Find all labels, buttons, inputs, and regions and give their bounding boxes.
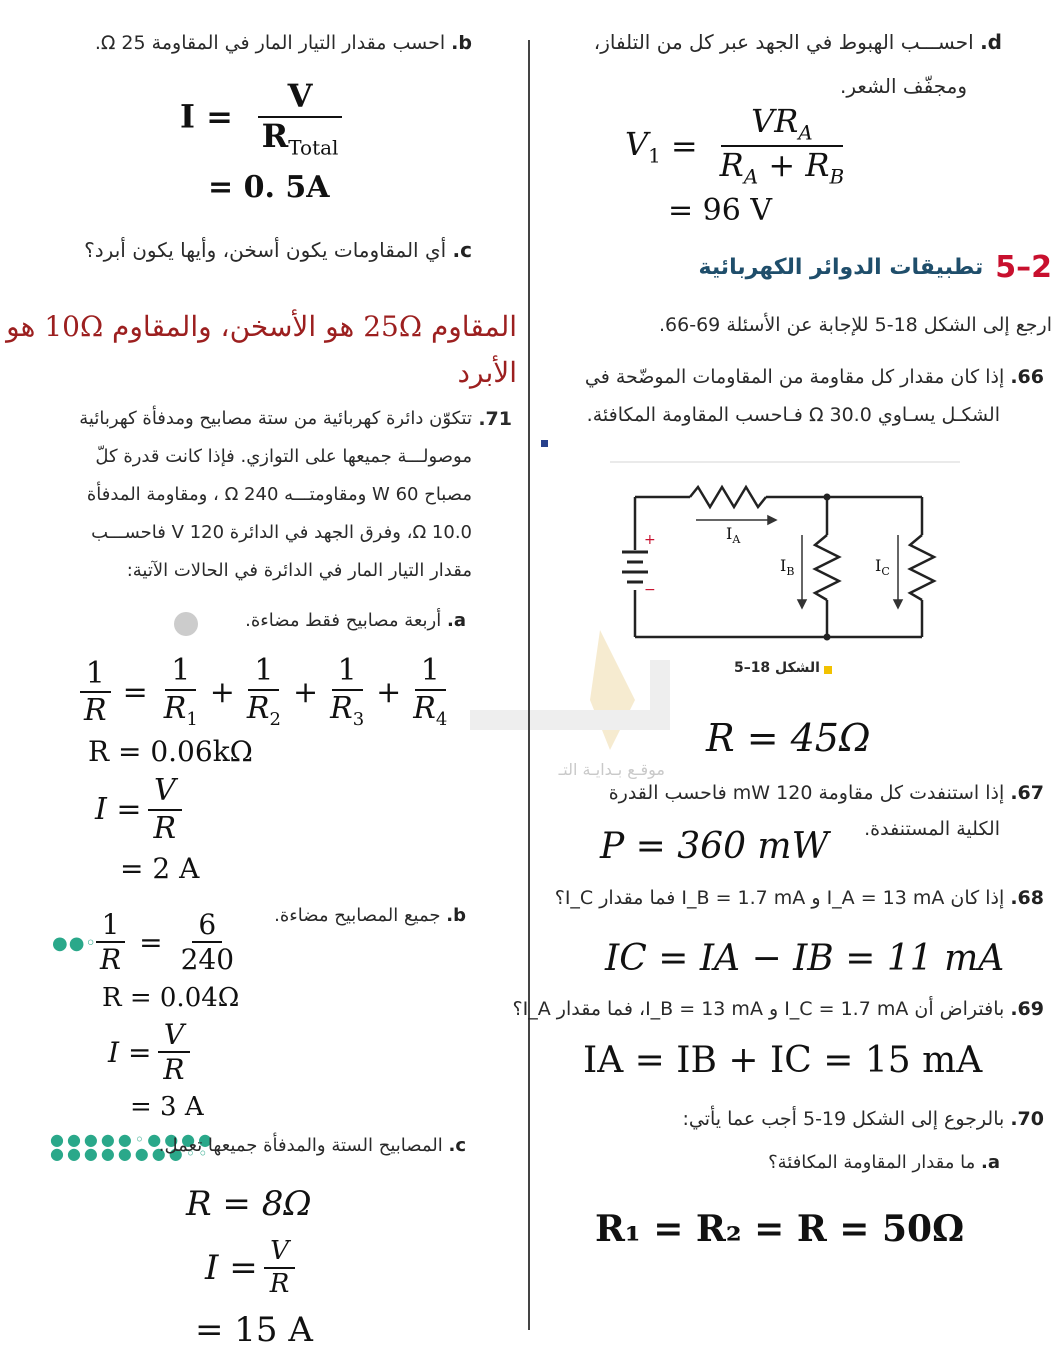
q71c-text: المصابيح الستة والمدفأة جميعها تعمل. [158,1135,443,1156]
eq: = [122,674,148,710]
q71c-I-result: = 15 A [195,1310,313,1350]
section-heading [698,250,1052,285]
r: R [246,690,270,726]
right-d-formula [625,102,856,189]
den-text: R [261,116,289,155]
q71b-I-result: = 3 A [130,1092,204,1122]
right-d-label: d. [980,30,1002,54]
n: V [148,775,182,811]
q69-answer: IA = IB + IC = 15 mA [583,1040,983,1081]
q67-num: 67. [1010,782,1044,804]
q71-line-4: مقدار التيار المار في الدائرة في الحالات الآتية: [126,560,472,581]
t: I [780,556,787,575]
frac-1R [94,910,127,975]
s: 4 [435,708,448,730]
caption-marker [824,666,832,674]
q69-text: بافتراض أن I_C = 1.7 mA و I_B = 13 mA، فما مقدار I_A؟ [512,998,1005,1020]
q71a [245,610,466,631]
left-c-text: أي المقاومات يكون أسخن، وأيها يكون أبرد؟ [84,238,447,262]
q71a-label: a. [447,610,466,631]
r: R [413,690,436,726]
label-IA [726,524,740,546]
left-c-answer-line1: المقاوم 25Ω هو الأسخن، والمقاوم 10Ω هو [6,310,517,343]
q68-question [555,887,1044,909]
s: 1 [186,708,198,730]
s: C [881,565,890,579]
q71c-label: c. [448,1135,466,1156]
q71-line-0: تتكوّن دائرة كهربائية من ستة مصابيح ومدفأة كهربائية [79,408,472,429]
q70-text: بالرجوع إلى الشكل 19-5 أجب عما يأتي: [682,1108,1005,1130]
t: P = 360 mW [600,826,829,867]
gray-dot [174,612,198,636]
q70a-label: a. [981,1152,1000,1173]
figure-top-rule [610,461,960,463]
figure-caption: الشكل 18–5 [733,660,820,676]
q69-question [513,998,1044,1020]
left-c-label: c. [452,238,472,262]
d [241,691,287,730]
column-divider [528,40,530,1330]
q66-line1 [585,366,1044,388]
t: R [805,146,830,185]
frac-lhs [78,655,113,729]
q71b-label: b. [446,905,466,926]
s: B [829,164,845,189]
frac-VR [157,1020,190,1085]
frac-r1 [158,655,204,729]
frac-r2 [241,655,287,729]
q67-answer [600,826,829,867]
plus: + [209,674,235,710]
v: V [625,125,649,164]
t: I [726,524,733,543]
ref-text: ارجع إلى الشكل 18-5 للإجابة عن الأسئلة 69-66. [659,314,1052,336]
q67-line2: الكلية المستنفدة. [864,818,1000,840]
q71-line-3: Ω 10.0، وفرق الجهد في الدائرة 120 V فاحســـب [91,522,472,543]
left-c-question [84,238,472,262]
q66-text1: إذا كان مقدار كل مقاومة من المقاومات الموضّحة في [584,366,1005,388]
r: R [330,690,353,726]
q70-answer: R₁ = R₂ = R = 50Ω [595,1208,965,1250]
section-title: تطبيقات الدوائر الكهربائية [698,255,984,280]
q66-answer: R = 45Ω [706,716,871,760]
q71-num: 71. [478,408,512,430]
q71a-R-result: R = 0.06kΩ [88,735,253,768]
d [714,147,851,187]
s: A [732,533,741,547]
I-lhs: I = [205,1248,258,1289]
q71b-R-result: R = 0.04Ω [102,983,240,1013]
frac-VR [148,775,183,844]
teal-dots-1: ●●◦ [52,933,98,954]
left-c-answer-line2: الأبرد [457,356,517,389]
q67-line1 [609,782,1044,804]
frac-r4 [407,655,453,729]
t: I [875,556,882,575]
frac-VRA [714,102,851,189]
V1 [625,125,661,167]
n: 1 [80,658,111,694]
s: 2 [269,708,281,730]
q71-line-2: مصباح 60 W ومقاومتـــه Ω 240 ، ومقاومة المدفأة [86,484,472,505]
q67-text1: إذا استنفدت كل مقاومة 120 mW فاحسب القدرة [608,782,1005,804]
denominator [256,118,345,158]
left-b-result: = 0. 5A [208,170,330,205]
frac-VR [264,1238,296,1299]
label-IB [780,556,794,578]
s: A [798,120,813,145]
plus: + [292,674,319,710]
d: R [100,943,122,977]
n: V [158,1020,190,1053]
n: 1 [415,655,446,691]
q70a-text: ما مقدار المقاومة المكافئة؟ [768,1152,976,1173]
q69-num: 69. [1010,998,1044,1020]
q71c-R-result: R = 8Ω [186,1184,312,1224]
n [721,102,843,147]
plus: + [376,674,402,710]
frac-6-240 [175,910,240,975]
s: B [786,565,795,579]
numerator: V [258,80,343,118]
q70-question [682,1108,1044,1130]
q66-line2: الشكـل يسـاوي Ω 30.0 فـاحسب المقاومة المكافئة. [586,404,1000,426]
left-b-question [95,32,472,54]
n: 1 [248,655,279,691]
n: V [264,1238,295,1269]
right-d-result: = 96 V [668,193,773,228]
right-d-text: احســـب الهبوط في الجهد عبر كل من التلفاز، [593,30,974,54]
q70a-question [768,1152,1000,1173]
left-b-text: احسب مقدار التيار المار في المقاومة Ω 25. [94,32,446,54]
n: 1 [96,910,126,943]
right-d-question-l2: ومجفّف الشعر. [840,74,967,98]
t: VR [751,102,799,140]
q70-num: 70. [1010,1108,1044,1130]
q71c [159,1135,466,1156]
label-IC [875,556,890,578]
blue-bullet [541,440,548,447]
s: 1 [648,143,661,168]
q66-num: 66. [1010,366,1044,388]
teal-dots-2: ●●●●●◦●●●● ●●●●●●●●◦◦ [50,1130,216,1163]
d: R [84,693,107,729]
q71b [274,905,466,926]
watermark-text: موقـع بـدايـة التـ [558,760,665,779]
d: R [269,1269,290,1300]
d [407,691,453,730]
right-d-question-l1 [594,30,1002,54]
d [158,691,204,730]
q71-line-1: موصولـــة جميعها على التوازي. فإذا كانت قدرة كلّ [95,446,472,467]
n: 1 [332,655,363,691]
d: R [163,1053,185,1087]
plus: + [768,146,796,185]
r: R [163,690,187,726]
q71a-text: أربعة مصابيح فقط مضاءة. [245,610,442,631]
q71a-I-formula [95,775,188,844]
q71c-I-formula [205,1238,301,1299]
n: 6 [192,910,222,943]
q71a-I-result: = 2 A [120,852,200,885]
n: 1 [165,655,196,691]
frac-r3 [324,655,370,729]
d: R [153,810,177,846]
left-b-label: b. [451,32,472,54]
s: A [743,164,759,189]
q71b-text: جميع المصابيح مضاءة. [274,905,441,926]
d: 240 [180,943,235,977]
q71a-sum-formula [72,655,459,729]
formula-lhs: I = [180,97,233,136]
q68-num: 68. [1010,887,1044,909]
den-sub: Total [288,134,339,159]
svg-text:+: + [644,532,656,548]
q71b-formula [88,910,246,975]
q68-answer: IC = IA − IB = 11 mA [605,938,1005,979]
q68-text: إذا كان I_A = 13 mA و I_B = 1.7 mA فما مقدار I_C؟ [554,887,1005,909]
eq: = [139,925,163,959]
eq: = [670,127,698,166]
t: R [719,146,744,185]
left-b-formula [180,77,356,159]
section-number: 5–2 [995,250,1052,285]
I-lhs: I = [108,1035,152,1069]
svg-text:−: − [644,582,656,598]
q71b-I-formula [108,1020,197,1085]
fraction [250,77,350,159]
s: 3 [352,708,365,730]
I-lhs: I = [95,792,142,827]
d [324,691,370,730]
